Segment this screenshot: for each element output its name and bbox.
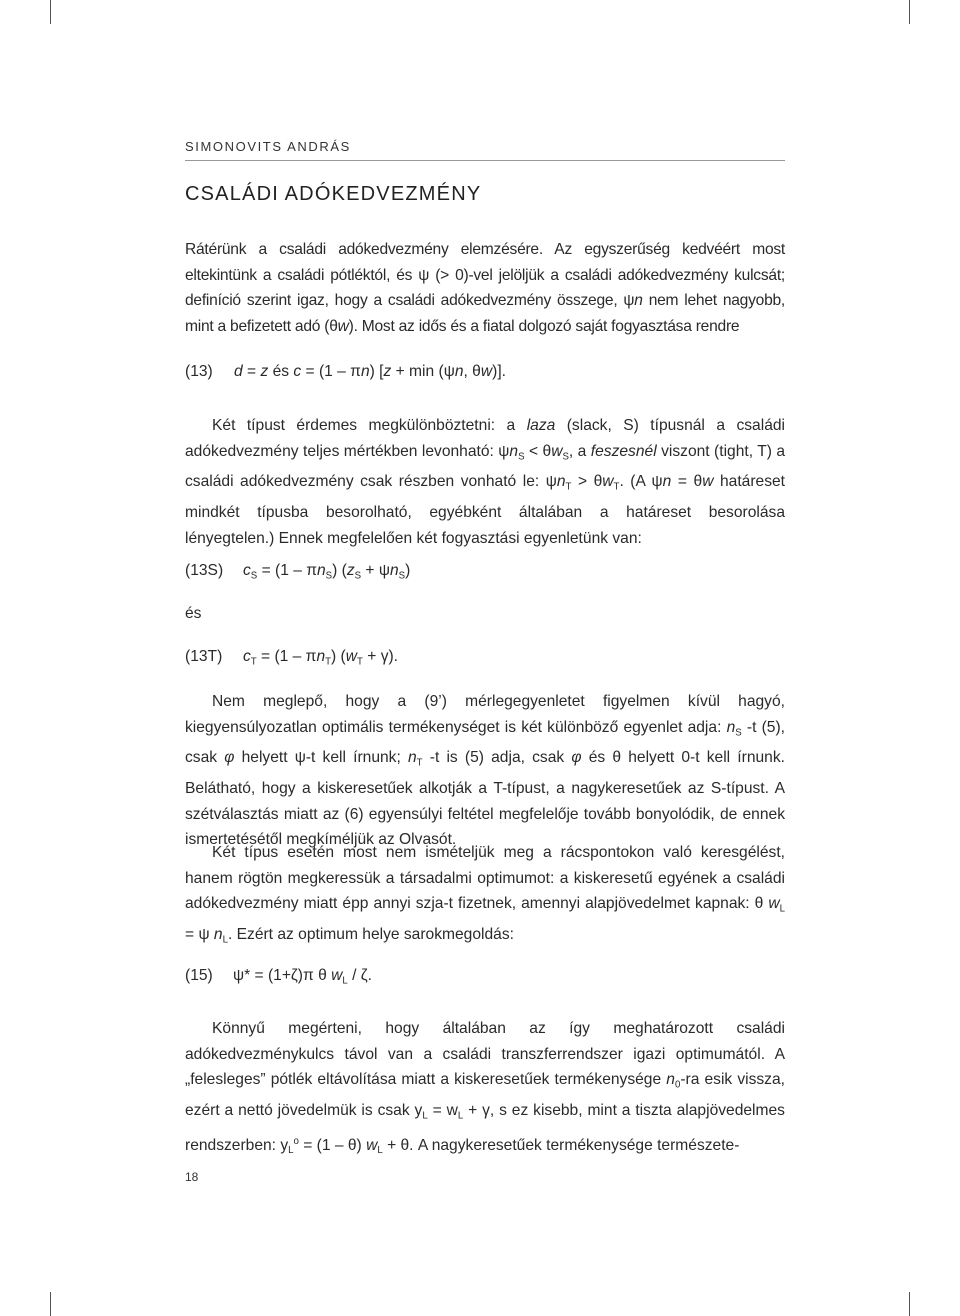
crop-mark-top-left [50, 0, 51, 24]
paragraph-two-types: Két típus esetén most nem ismételjük meg a rácspontokon való keresgélést, hanem rögtön megkeressük a társadalmi optimumot: a kiskeresetű egyének a családi adókedvezmény miatt épp annyi szja-t fizetnek, amennyi alapjövedelmet kapnak: θ $w_L = \psi$ $n_L$. Ezért az optimum helye sarokmegoldás: [185, 844, 785, 946]
paragraph-surprise: Nem meglepő, hogy a (9’) mérlegegyenletet figyelmen kívül hagyó, kiegyensúlyozatlan optimális termékenységet is két különböző egyenlet adja: $n_S$ -t (5), csak φ helyett ψ-t kell írnunk; $n_T$ -t is (5) adja, csak φ és θ helyett 0-t kell írnunk. Belátható, hogy a kiskeresetűek alkotják a T-típust, a nagykeresetűek az S-típust. A szétválasztás miatt az (6) egyensúlyi feltétel megfelelője tovább bonyolódik, de ennek ismertetésétől megkíméljük az Olvasót. [185, 693, 785, 849]
equation-number: (15) [185, 967, 213, 984]
equation-15: (15) ψ* = (1+ζ)π θ $w_L$ / ζ. [185, 967, 372, 987]
crop-mark-bottom-left [50, 1292, 51, 1316]
page-number: 18 [185, 1170, 199, 1184]
equation-13T: (13T) $c_T = (1 - \pi n_T) (w_T + \gamma)$. [185, 648, 399, 668]
equation-number: (13T) [185, 648, 223, 665]
equation-number: (13) [185, 363, 213, 380]
equation-13S: (13S) $c_S = (1 - \pi n_S) (z_S + \psi n_S)$ [185, 562, 411, 582]
conjunction-and: és [185, 605, 202, 622]
running-header-author: SIMONOVITS ANDRÁS [185, 139, 351, 154]
paragraph-types: Két típust érdemes megkülönböztetni: a laza (slack, S) típusnál a családi adókedvezmény teljes mértékben levonható: $\psi n_S < \theta w_S$, a feszesnél viszont (tight, T) a családi adókedvezmény csak részben vonható le: $\psi n_T > \theta w_T$. (A ψn = θw határeset mindkét típusba besorolható, egyébként általában a határeset besorolása lényegtelen.) Ennek megfelelően két fogyasztási egyenletünk van: [185, 417, 786, 547]
paragraph-easy: Könnyű megérteni, hogy általában az így meghatározott családi adókedvezménykulcs távol van a családi transzferrendszer igazi optimumától. A „felesleges” pótlék eltávolítása miatt a kiskeresetűek termékenysége $n_0-ra$ esik vissza, ezért a nettó jövedelmük is csak $y_L = w_L + \gamma$, s ez kisebb, mint a tiszta alapjövedelmes rendszerben: $y_L^o = (1 - \theta) w_L + \theta$. A nagykeresetűek termékenysége természete- [185, 1020, 785, 1156]
paragraph-intro: Rátérünk a családi adókedvezmény elemzésére. Az egyszerűség kedvéért most eltekintünk a családi pótléktól, és ψ (> 0)-vel jelöljük a családi adókedvezmény kulcsát; definíció szerint igaz, hogy a családi adókedvezmény összege, ψn nem lehet nagyobb, mint a befizetett adó (θw). Most az idős és a fiatal dolgozó saját fogyasztása rendre [185, 241, 785, 335]
section-title: CSALÁDI ADÓKEDVEZMÉNY [185, 183, 482, 205]
equation-number: (13S) [185, 562, 224, 579]
header-rule [185, 160, 785, 161]
crop-mark-bottom-right [909, 1292, 910, 1316]
equation-13: (13) d = z és c = (1 – πn) [z + min (ψn, θw)]. [185, 363, 506, 380]
crop-mark-top-right [909, 0, 910, 24]
